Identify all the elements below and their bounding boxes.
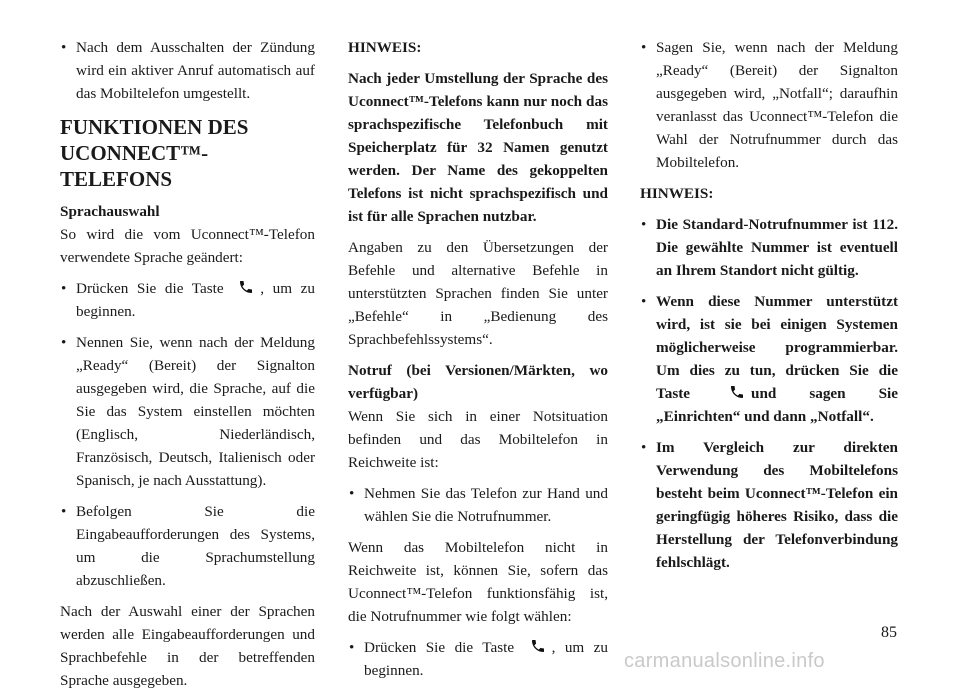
paragraph-emergency-intro: Wenn Sie sich in einer Notsituation befinden und das Mobiltelefon in Reichweite ist: [348, 408, 608, 471]
phone-handset-icon [528, 638, 548, 654]
step-text: Drücken Sie die Taste [76, 280, 224, 297]
say-list [640, 36, 898, 174]
subheading-language: Sprachauswahl [60, 203, 160, 220]
list-item [60, 277, 315, 323]
bullet-list-top [60, 36, 315, 105]
list-item: • Befolgen Sie die Eingabeaufforderungen des Systems, um die Sprachumstellung abzuschließen. [60, 500, 315, 592]
note-label: HINWEIS: [640, 185, 714, 202]
note-text: Wenn diese Nummer unterstützt wird, ist sie bei einigen Systemen möglicherweise programmierbar. Um dies zu tun, drücken Sie die Taste [656, 293, 898, 402]
section-heading: FUNKTIONEN DES UCONNECT™-TELEFONS [60, 115, 249, 191]
list-item [348, 636, 608, 682]
step-text: , um zu beginnen. [76, 280, 315, 320]
paragraph-intro: So wird die vom Uconnect™-Telefon verwendete Sprache geändert: [60, 226, 315, 266]
paragraph-no-reach: Wenn das Mobiltelefon nicht in Reichweite ist, können Sie, sofern das Uconnect™-Telefon funktionsfähig ist, die Notrufnummer wie folgt wählen: [348, 539, 608, 625]
note-text: Nach jeder Umstellung der Sprache des Uconnect™-Telefons kann nur noch das sprachspezifische Telefonbuch mit Speicherplatz für 32 Namen genutzt werden. Der Name des gekoppelten Telefons ist nicht sprachspezifisch und ist für alle Sprachen nutzbar. [348, 70, 608, 225]
list-item [640, 290, 898, 428]
emergency-steps [348, 636, 608, 682]
notes-list [640, 213, 898, 574]
list-item: • Die Standard-Notrufnummer ist 112. Die gewählte Nummer ist eventuell an Ihrem Standort nicht gültig. [640, 213, 898, 282]
steps-list [60, 277, 315, 592]
phone-handset-icon [236, 279, 256, 295]
column-left [60, 36, 315, 700]
list-item: • Nennen Sie, wenn nach der Meldung „Ready“ (Bereit) der Signalton ausgegeben wird, die Sprache, auf die Sie das System einstellen möchten (Englisch, Niederländisch, Französisch, Deutsch, Italienisch oder Spanisch, je nach Ausstattung). [60, 331, 315, 492]
column-middle [348, 36, 608, 690]
step-text: , um zu beginnen. [364, 639, 608, 679]
list-item: • Nach dem Ausschalten der Zündung wird ein aktiver Anruf automatisch auf das Mobiltelefon umgestellt. [60, 36, 315, 105]
phone-handset-icon [727, 384, 747, 400]
list-item: • Nehmen Sie das Telefon zur Hand und wählen Sie die Notrufnummer. [348, 482, 608, 528]
note-label: HINWEIS: [348, 39, 422, 56]
list-item: • Im Vergleich zur direkten Verwendung des Mobiltelefons besteht beim Uconnect™-Telefon ein geringfügig höheres Risiko, dass die Herstellung der Telefonverbindung fehlschlägt. [640, 436, 898, 574]
list-item: • Sagen Sie, wenn nach der Meldung „Ready“ (Bereit) der Signalton ausgegeben wird, „Notfall“; daraufhin veranlasst das Uconnect™-Telefon die Wahl der Notrufnummer durch das Mobiltelefon. [640, 36, 898, 174]
emergency-list [348, 482, 608, 528]
column-right [640, 36, 898, 582]
paragraph-translations: Angaben zu den Übersetzungen der Befehle und alternative Befehle in unterstützten Sprachen finden Sie unter „Befehle“ in „Bedienung des Sprachbefehlssystems“. [348, 239, 608, 348]
subheading-emergency: Notruf (bei Versionen/Märkten, wo verfügbar) [348, 362, 608, 402]
paragraph-closing: Nach der Auswahl einer der Sprachen werden alle Eingabeaufforderungen und Sprachbefehle in der betreffenden Sprache ausgegeben. [60, 603, 315, 689]
watermark: carmanualsonline.info [624, 650, 825, 672]
step-text: Drücken Sie die Taste [364, 639, 515, 656]
page-number: 85 [881, 624, 897, 641]
note-text: und sagen Sie „Einrichten“ und dann „Notfall“. [656, 385, 898, 425]
